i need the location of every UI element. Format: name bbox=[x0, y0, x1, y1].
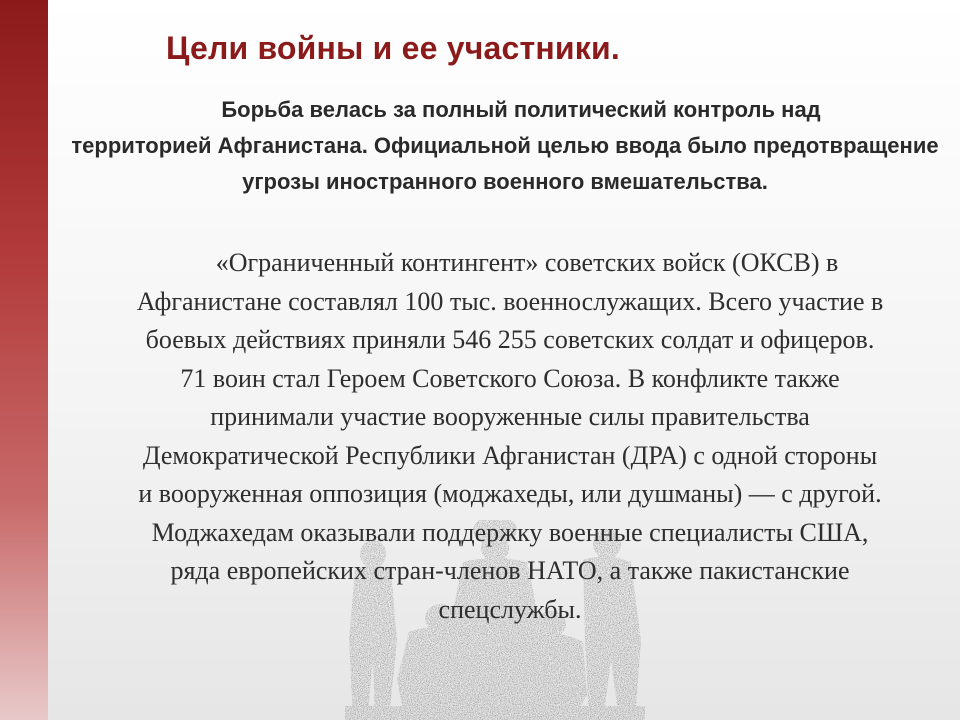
body-line: 71 воин стал Героем Советского Союза. В конфликте также bbox=[180, 363, 840, 393]
body-line: принимали участие вооруженные силы правительства bbox=[210, 402, 810, 431]
body-paragraph bbox=[40, 244, 960, 629]
lead-line: вмешательства. bbox=[590, 169, 768, 194]
body-line: спецслужбы. bbox=[438, 594, 582, 624]
lead-line: было предотвращение угрозы иностранного военного bbox=[242, 133, 939, 194]
body-line: Демократической Республики Афганистан (ДРА) с одной стороны bbox=[142, 440, 878, 470]
body-line: Моджахедам оказывали поддержку военные специалисты США, bbox=[151, 517, 869, 547]
body-line: «Ограниченный контингент» советских войск (ОКСВ) в bbox=[215, 248, 839, 277]
body-line: Афганистане составлял 100 тыс. военнослужащих. Всего участие в bbox=[136, 286, 884, 316]
body-line: боевых действиях приняли 546 255 советских солдат и офицеров. bbox=[145, 325, 875, 354]
slide-title: Цели войны и ее участники. bbox=[166, 30, 620, 66]
body-line: ряда европейских стран-членов НАТО, а также пакистанские bbox=[170, 556, 850, 585]
lead-paragraph bbox=[60, 92, 950, 200]
lead-line: территорией Афганистана. Официальной целью ввода bbox=[71, 133, 682, 158]
body-line: и вооруженная оппозиция (моджахеды, или душманы) — с другой. bbox=[138, 479, 882, 508]
lead-line: Борьба велась за полный политический контроль над bbox=[221, 97, 821, 122]
